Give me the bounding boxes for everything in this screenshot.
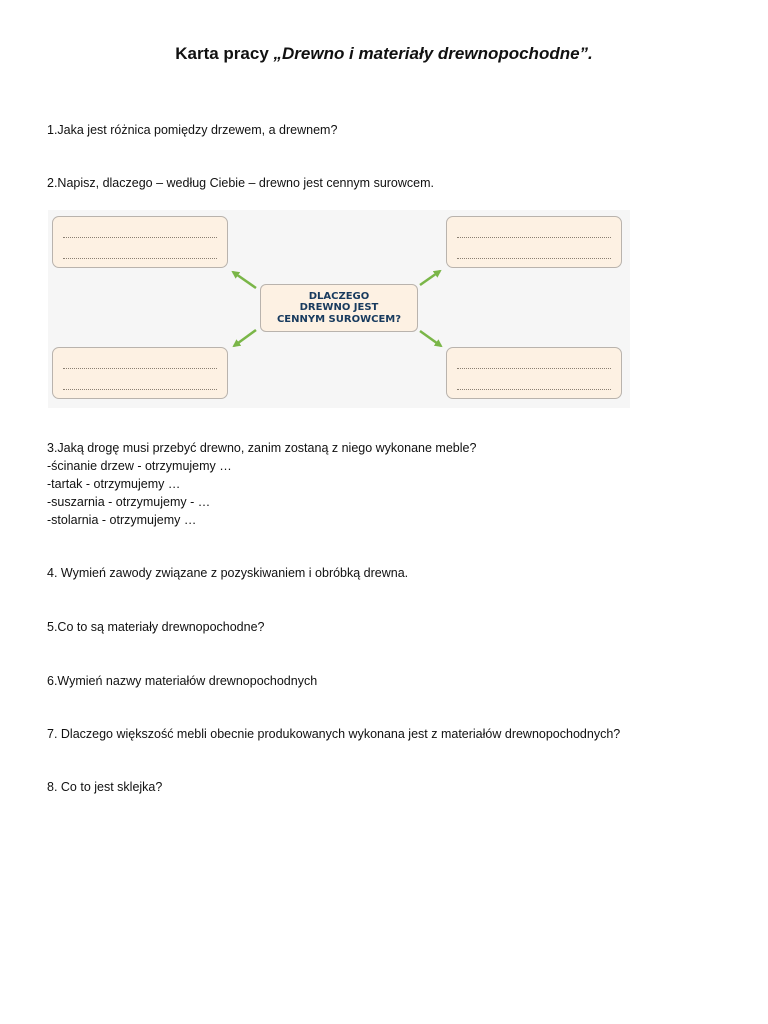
answer-line[interactable]: [457, 237, 611, 238]
answer-line[interactable]: [457, 258, 611, 259]
question-2: 2.Napisz, dlaczego – według Ciebie – drewno jest cennym surowcem.: [47, 176, 434, 190]
question-1: 1.Jaka jest różnica pomiędzy drzewem, a drewnem?: [47, 123, 338, 137]
answer-box-top-left[interactable]: [52, 216, 228, 268]
question-3: 3.Jaką drogę musi przebyć drewno, zanim zostaną z niego wykonane meble?: [47, 441, 477, 455]
mind-map-diagram: [48, 210, 630, 408]
arrow-bottom-left: [234, 330, 256, 346]
answer-box-bottom-left[interactable]: [52, 347, 228, 399]
title-topic: „Drewno i materiały drewnopochodne”.: [273, 44, 593, 63]
answer-line[interactable]: [457, 389, 611, 390]
answer-line[interactable]: [457, 368, 611, 369]
arrow-top-right: [420, 271, 440, 285]
question-4: 4. Wymień zawody związane z pozyskiwaniem i obróbką drewna.: [47, 566, 409, 580]
center-question-box: DLACZEGO DREWNO JEST CENNYM SUROWCEM?: [260, 284, 418, 332]
question-6: 6.Wymień nazwy materiałów drewnopochodnych: [47, 674, 318, 688]
arrow-bottom-right: [420, 331, 441, 346]
q3-step-2: -tartak - otrzymujemy …: [47, 477, 181, 491]
answer-box-bottom-right[interactable]: [446, 347, 622, 399]
worksheet-title: [0, 44, 768, 64]
answer-box-top-right[interactable]: [446, 216, 622, 268]
question-7: 7. Dlaczego większość mebli obecnie produkowanych wykonana jest z materiałów drewnopochodnych?: [47, 727, 621, 741]
arrow-top-left: [233, 272, 256, 288]
q3-step-3: -suszarnia - otrzymujemy - …: [47, 495, 211, 509]
question-5: 5.Co to są materiały drewnopochodne?: [47, 620, 265, 634]
title-prefix: Karta pracy: [175, 44, 274, 63]
question-8: 8. Co to jest sklejka?: [47, 780, 163, 794]
answer-line[interactable]: [63, 258, 217, 259]
answer-line[interactable]: [63, 368, 217, 369]
q3-step-1: -ścinanie drzew - otrzymujemy …: [47, 459, 232, 473]
answer-line[interactable]: [63, 389, 217, 390]
answer-line[interactable]: [63, 237, 217, 238]
q3-step-4: -stolarnia - otrzymujemy …: [47, 513, 197, 527]
